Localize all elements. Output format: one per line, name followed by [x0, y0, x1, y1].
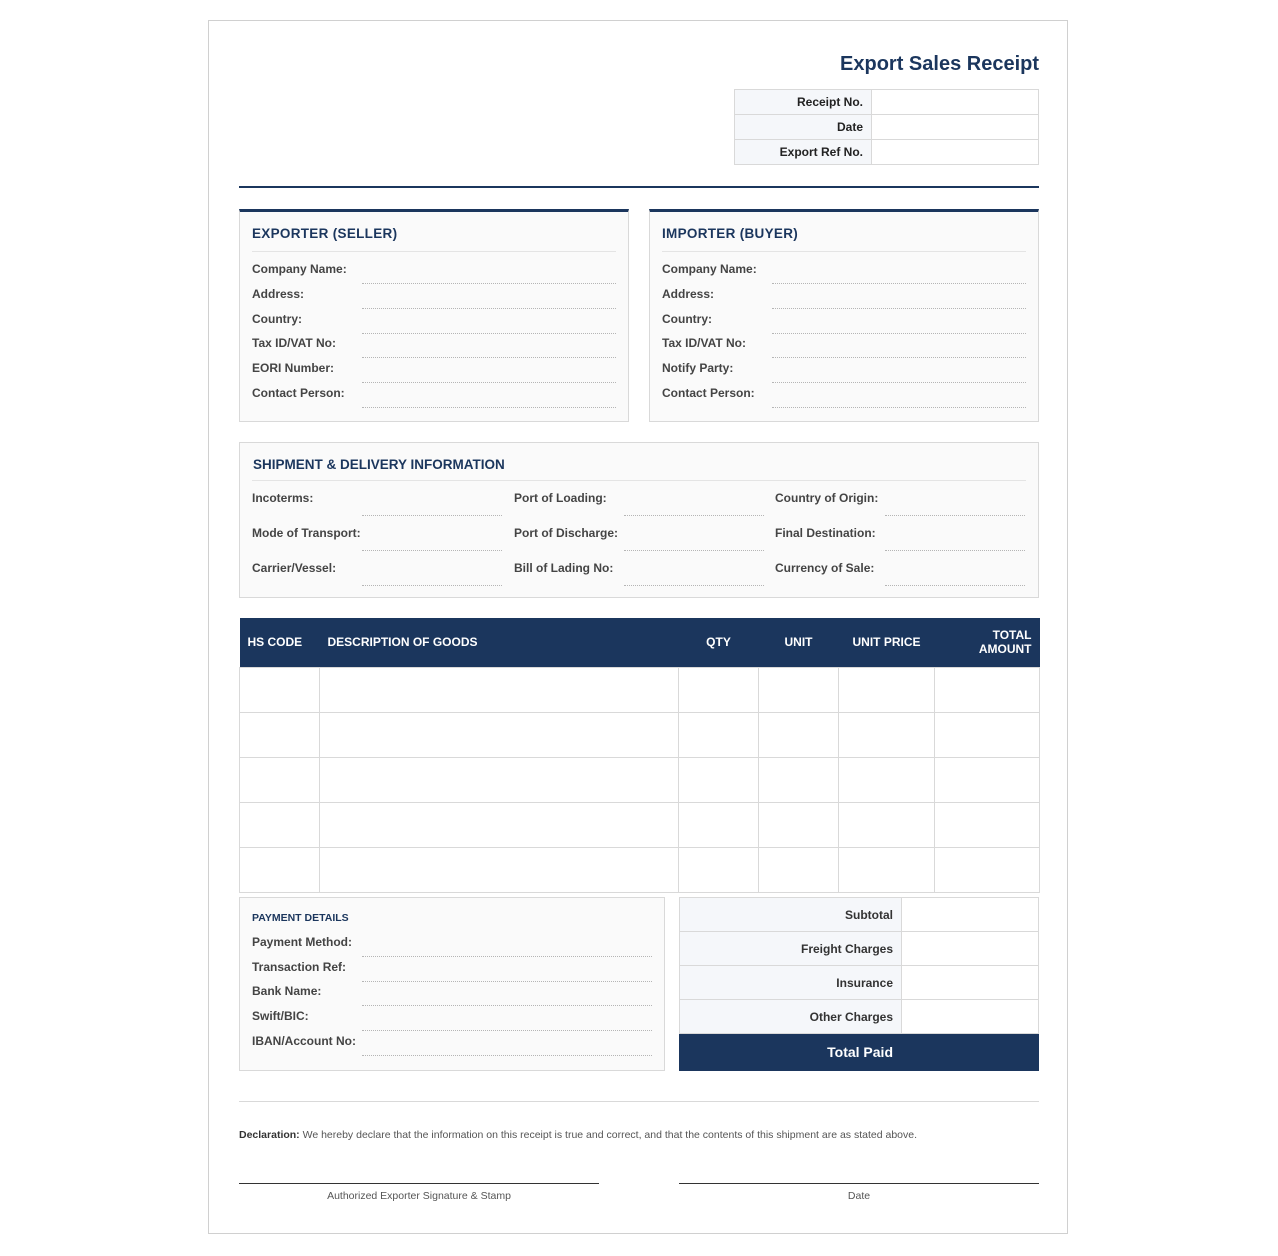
company-name-field[interactable] [772, 283, 1026, 284]
field-label: Country: [252, 312, 302, 326]
column-header: UNIT [759, 618, 839, 667]
notify-party-field[interactable] [772, 382, 1026, 383]
header-divider [239, 186, 1039, 188]
table-row [240, 757, 1040, 802]
total-paid-value[interactable] [902, 1034, 1039, 1071]
shipment-field [775, 526, 1025, 544]
column-header: UNIT PRICE [839, 618, 935, 667]
table-cell[interactable] [759, 667, 839, 712]
table-cell[interactable] [240, 667, 320, 712]
shipment-panel [239, 442, 1039, 598]
table-cell[interactable] [759, 712, 839, 757]
insurance-value[interactable] [902, 966, 1039, 1000]
freight-label: Freight Charges [680, 932, 902, 966]
table-cell[interactable] [679, 757, 759, 802]
field-label: Bank Name: [252, 984, 322, 998]
company-name-field[interactable] [362, 283, 616, 284]
shipment-field [775, 491, 1025, 509]
receipt-meta-table [734, 89, 1039, 165]
exporter-field-row [252, 262, 616, 280]
currency-of-sale-field[interactable] [885, 585, 1025, 586]
date-label: Date [735, 115, 872, 140]
column-header: DESCRIPTION OF GOODS [320, 618, 679, 667]
date-field[interactable] [872, 115, 1039, 140]
exporter-field-row [252, 336, 616, 354]
table-row [240, 667, 1040, 712]
page-title: Export Sales Receipt [840, 53, 1039, 75]
declaration [239, 1129, 1039, 1141]
subtotal-value[interactable] [902, 898, 1039, 932]
field-label: Mode of Transport: [252, 526, 361, 540]
exporter-field-row [252, 361, 616, 379]
totals-row [680, 966, 1039, 1000]
mode-of-transport-field[interactable] [362, 550, 502, 551]
date-caption: Date [847, 1190, 871, 1202]
payment-panel [239, 897, 665, 1071]
table-cell[interactable] [320, 802, 679, 847]
total-paid-label: Total Paid [680, 1034, 902, 1071]
divider [252, 251, 616, 252]
table-cell[interactable] [759, 802, 839, 847]
shipment-heading: SHIPMENT & DELIVERY INFORMATION [253, 457, 505, 472]
table-cell[interactable] [839, 667, 935, 712]
shipment-field [252, 491, 502, 509]
importer-field-row [662, 336, 1026, 354]
totals-table [679, 897, 1039, 1071]
table-cell[interactable] [240, 847, 320, 892]
goods-header-row [240, 618, 1040, 667]
table-cell[interactable] [839, 757, 935, 802]
exporter-field-row [252, 312, 616, 330]
importer-field-row [662, 386, 1026, 404]
column-header: HS CODE [240, 618, 320, 667]
payment-field-row [252, 1009, 652, 1027]
field-label: Payment Method: [252, 935, 353, 949]
field-label: Company Name: [252, 262, 347, 276]
table-cell[interactable] [679, 667, 759, 712]
contact-person-field[interactable] [362, 407, 616, 408]
field-label: Incoterms: [252, 491, 314, 505]
field-label: Swift/BIC: [252, 1009, 309, 1023]
table-cell[interactable] [679, 847, 759, 892]
exporter-heading: EXPORTER (SELLER) [252, 226, 398, 241]
importer-field-row [662, 287, 1026, 305]
payment-field-row [252, 960, 652, 978]
field-label: Address: [252, 287, 305, 301]
tax-id-field[interactable] [772, 357, 1026, 358]
table-cell[interactable] [839, 712, 935, 757]
shipment-field [514, 561, 764, 579]
exporter-panel [239, 209, 629, 422]
table-row [240, 847, 1040, 892]
field-label: Company Name: [662, 262, 757, 276]
address-field[interactable] [362, 308, 616, 309]
exporter-field-row [252, 287, 616, 305]
field-label: Port of Loading: [514, 491, 607, 505]
table-cell[interactable] [935, 712, 1040, 757]
insurance-label: Insurance [680, 966, 902, 1000]
field-label: Country of Origin: [775, 491, 879, 505]
transaction-ref-field[interactable] [362, 981, 652, 982]
table-cell[interactable] [320, 847, 679, 892]
contact-person-field[interactable] [772, 407, 1026, 408]
table-cell[interactable] [320, 712, 679, 757]
country-field[interactable] [772, 333, 1026, 334]
bank-name-field[interactable] [362, 1005, 652, 1006]
country-field[interactable] [362, 333, 616, 334]
incoterms-field[interactable] [362, 515, 502, 516]
address-field[interactable] [772, 308, 1026, 309]
table-cell[interactable] [320, 757, 679, 802]
iban-field[interactable] [362, 1055, 652, 1056]
table-cell[interactable] [935, 757, 1040, 802]
column-header: TOTAL AMOUNT [935, 618, 1040, 667]
table-cell[interactable] [759, 757, 839, 802]
table-cell[interactable] [839, 847, 935, 892]
importer-field-row [662, 312, 1026, 330]
swift-bic-field[interactable] [362, 1030, 652, 1031]
table-cell[interactable] [679, 712, 759, 757]
other-charges-label: Other Charges [680, 1000, 902, 1034]
totals-row [680, 932, 1039, 966]
payment-heading: PAYMENT DETAILS [252, 912, 349, 924]
final-destination-field[interactable] [885, 550, 1025, 551]
field-label: Carrier/Vessel: [252, 561, 337, 575]
exporter-field-row [252, 386, 616, 404]
field-label: Bill of Lading No: [514, 561, 614, 575]
port-of-loading-field[interactable] [624, 515, 764, 516]
table-cell[interactable] [935, 847, 1040, 892]
divider [662, 251, 1026, 252]
shipment-field [252, 561, 502, 579]
field-label: Tax ID/VAT No: [662, 336, 746, 350]
shipment-field [775, 561, 1025, 579]
carrier-vessel-field[interactable] [362, 585, 502, 586]
signature-caption: Authorized Exporter Signature & Stamp [327, 1190, 511, 1202]
subtotal-label: Subtotal [680, 898, 902, 932]
eori-field[interactable] [362, 382, 616, 383]
field-label: EORI Number: [252, 361, 335, 375]
divider [252, 480, 1026, 481]
shipment-field [252, 526, 502, 544]
importer-field-row [662, 361, 1026, 379]
bill-of-lading-field[interactable] [624, 585, 764, 586]
field-label: Port of Discharge: [514, 526, 619, 540]
goods-table [239, 618, 1040, 893]
receipt-no-field[interactable] [872, 90, 1039, 115]
field-label: Contact Person: [662, 386, 755, 400]
table-cell[interactable] [759, 847, 839, 892]
payment-field-row [252, 935, 652, 953]
table-cell[interactable] [935, 667, 1040, 712]
field-label: Address: [662, 287, 715, 301]
freight-value[interactable] [902, 932, 1039, 966]
payment-field-row [252, 1034, 652, 1052]
table-cell[interactable] [679, 802, 759, 847]
declaration-text: We hereby declare that the information on this receipt is true and correct, and that the contents of this shipment are as stated above. [299, 1129, 918, 1141]
field-label: Transaction Ref: [252, 960, 347, 974]
table-cell[interactable] [240, 757, 320, 802]
declaration-label: Declaration: [239, 1129, 300, 1141]
importer-panel [649, 209, 1039, 422]
shipment-field [514, 491, 764, 509]
totals-row [680, 1000, 1039, 1034]
total-paid-row [680, 1034, 1039, 1071]
tax-id-field[interactable] [362, 357, 616, 358]
field-label: Country: [662, 312, 712, 326]
table-cell[interactable] [935, 802, 1040, 847]
country-of-origin-field[interactable] [885, 515, 1025, 516]
column-header: QTY [679, 618, 759, 667]
field-label: Final Destination: [775, 526, 876, 540]
other-charges-value[interactable] [902, 1000, 1039, 1034]
importer-heading: IMPORTER (BUYER) [662, 226, 799, 241]
table-cell[interactable] [320, 667, 679, 712]
totals-row [680, 898, 1039, 932]
table-cell[interactable] [839, 802, 935, 847]
export-ref-field[interactable] [872, 140, 1039, 165]
port-of-discharge-field[interactable] [624, 550, 764, 551]
importer-field-row [662, 262, 1026, 280]
date-signature-line[interactable] [679, 1183, 1039, 1184]
table-row [240, 802, 1040, 847]
field-label: Tax ID/VAT No: [252, 336, 336, 350]
receipt-no-label: Receipt No. [735, 90, 872, 115]
table-cell[interactable] [240, 802, 320, 847]
field-label: IBAN/Account No: [252, 1034, 356, 1048]
field-label: Currency of Sale: [775, 561, 875, 575]
field-label: Contact Person: [252, 386, 345, 400]
shipment-field [514, 526, 764, 544]
field-label: Notify Party: [662, 361, 734, 375]
table-row [240, 712, 1040, 757]
payment-method-field[interactable] [362, 956, 652, 957]
payment-field-row [252, 984, 652, 1002]
table-cell[interactable] [240, 712, 320, 757]
signature-line[interactable] [239, 1183, 599, 1184]
export-ref-label: Export Ref No. [735, 140, 872, 165]
footer-divider [239, 1101, 1039, 1102]
